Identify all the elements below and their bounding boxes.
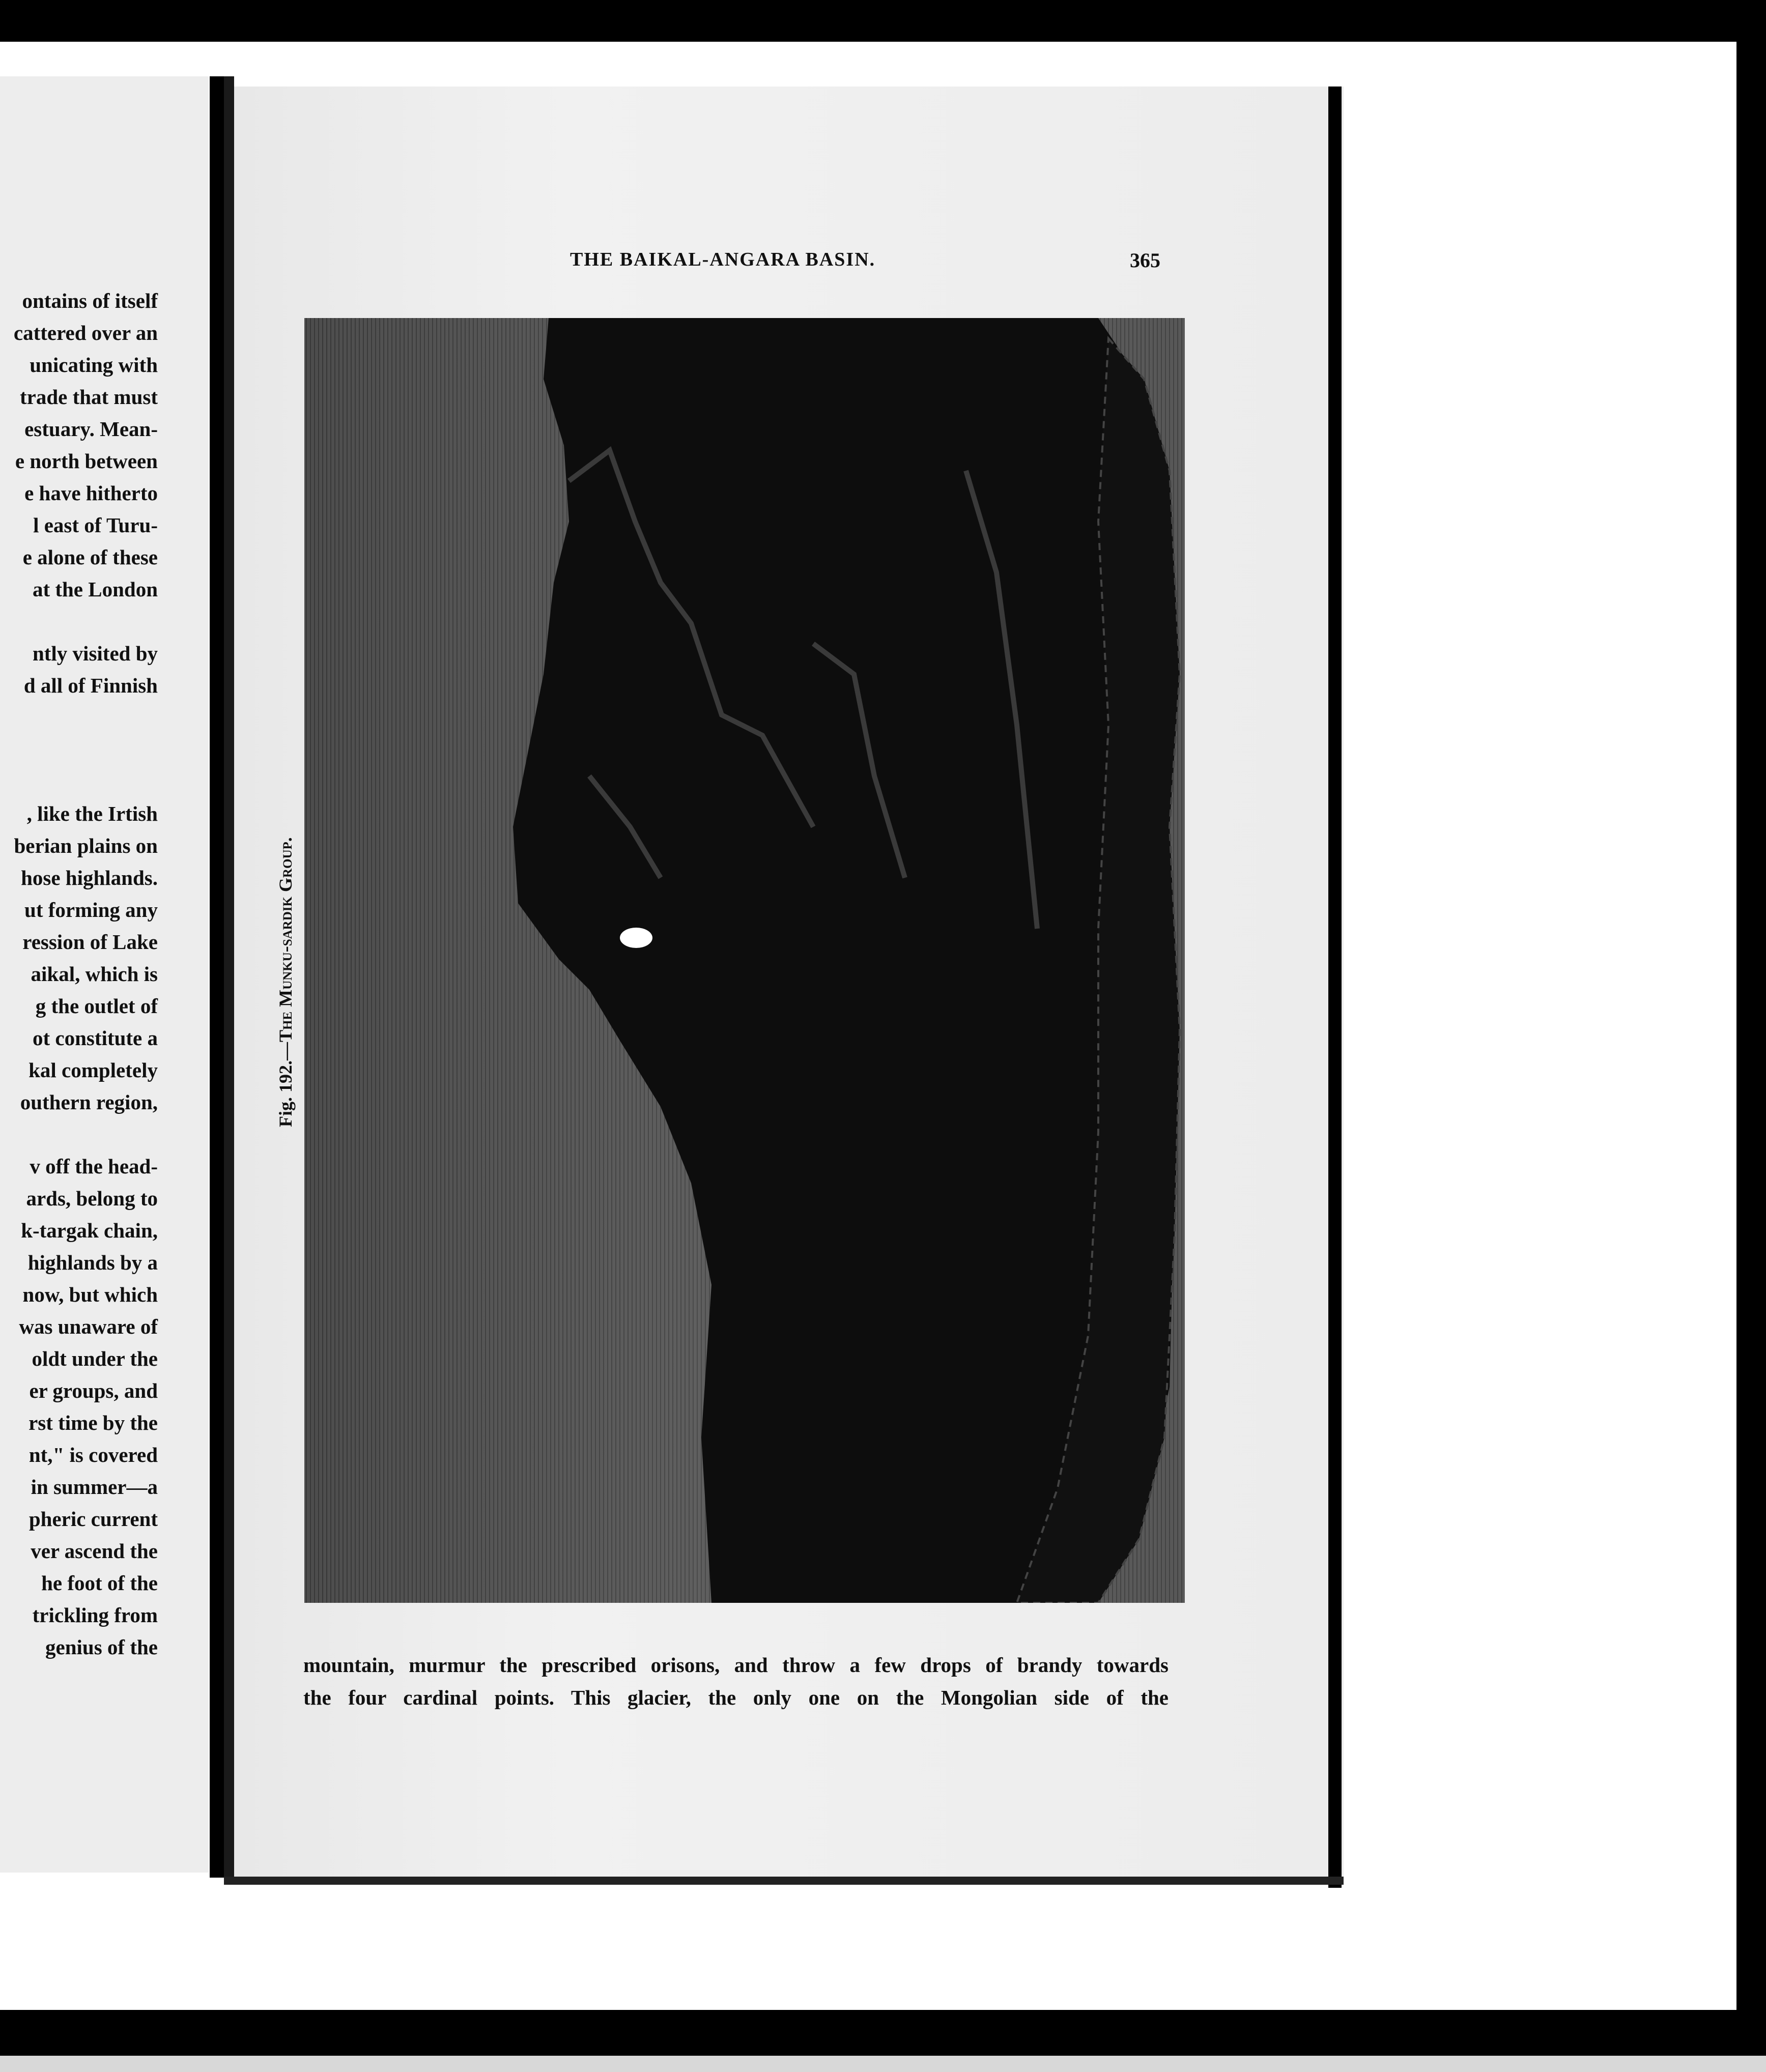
left-page-line: ntly visited by [32, 642, 158, 665]
left-page-line: pheric current [29, 1507, 158, 1531]
book-spine [210, 76, 225, 1878]
left-page-line: outhern region, [20, 1090, 158, 1114]
left-page-line: oldt under the [32, 1347, 158, 1370]
left-page-line [0, 766, 158, 798]
body-text [303, 1649, 1169, 1714]
left-page-line: highlands by a [27, 1251, 158, 1274]
left-page-line: ot constitute a [33, 1026, 158, 1050]
left-page-line: aikal, which is [31, 962, 158, 986]
left-page-line: ut forming any [24, 898, 158, 922]
page-edge-bottom [224, 1877, 1344, 1885]
left-page-line: ards, belong to [26, 1187, 158, 1210]
figure-caption [275, 837, 296, 1127]
left-page [0, 76, 209, 1873]
left-page-line: e alone of these [22, 545, 158, 569]
left-page-line: g the outlet of [35, 994, 158, 1018]
scan-border-top [0, 0, 1766, 42]
figure-snow-patch [620, 928, 652, 948]
left-page-line: was unaware of [19, 1315, 158, 1338]
left-page-line: , like the Irtish [26, 802, 158, 825]
left-page-line: d all of Finnish [23, 674, 158, 697]
left-page-line: estuary. Mean- [24, 417, 158, 441]
left-page-line: hose highlands. [21, 866, 158, 889]
left-page-line: now, but which [22, 1283, 158, 1306]
left-page-line: in summer—a [31, 1475, 158, 1499]
scan-border-strip [0, 2056, 1766, 2072]
figure-engraving [304, 318, 1185, 1603]
left-page-line [0, 606, 158, 638]
left-page-line: e have hitherto [24, 481, 158, 505]
page-number: 365 [1130, 249, 1160, 272]
left-page-line: nt," is covered [29, 1443, 158, 1466]
left-page-line: genius of the [45, 1635, 158, 1659]
left-page-line [0, 734, 158, 766]
left-page-line [0, 702, 158, 734]
left-page-line: unicating with [30, 353, 158, 377]
left-page-line: rst time by the [29, 1411, 158, 1434]
book-gutter [224, 76, 234, 1878]
left-page-line: trade that must [19, 385, 158, 409]
left-page-line: k-targak chain, [21, 1219, 158, 1242]
left-page-line: kal completely [29, 1058, 158, 1082]
running-head: THE BAIKAL-ANGARA BASIN. [570, 249, 876, 270]
body-line: the four cardinal points. This glacier, the only one on the Mongolian side of the [303, 1686, 1169, 1709]
left-page-line: trickling from [32, 1603, 158, 1627]
left-page-line: ver ascend the [31, 1539, 158, 1563]
left-page-line: l east of Turu- [33, 513, 158, 537]
figure-caption-title: The Munku-sardik Group. [275, 837, 296, 1042]
left-page-line: ontains of itself [22, 289, 158, 312]
page-edge-right [1328, 87, 1342, 1888]
left-page-line: v off the head- [30, 1155, 158, 1178]
left-page-line: cattered over an [13, 321, 158, 344]
left-page-line: er groups, and [29, 1379, 158, 1402]
scan-border-right [1736, 0, 1766, 2072]
left-page-line: ression of Lake [22, 930, 158, 954]
left-page-line: berian plains on [14, 834, 158, 857]
left-page-line: he foot of the [41, 1571, 158, 1595]
body-line: mountain, murmur the prescribed orisons, and throw a few drops of brandy towards [303, 1653, 1169, 1677]
left-page-line: at the London [32, 578, 158, 601]
left-page-text [0, 285, 158, 1663]
left-page-line [0, 1118, 158, 1150]
figure-caption-number: Fig. 192.— [275, 1042, 296, 1127]
left-page-line: e north between [15, 449, 158, 473]
